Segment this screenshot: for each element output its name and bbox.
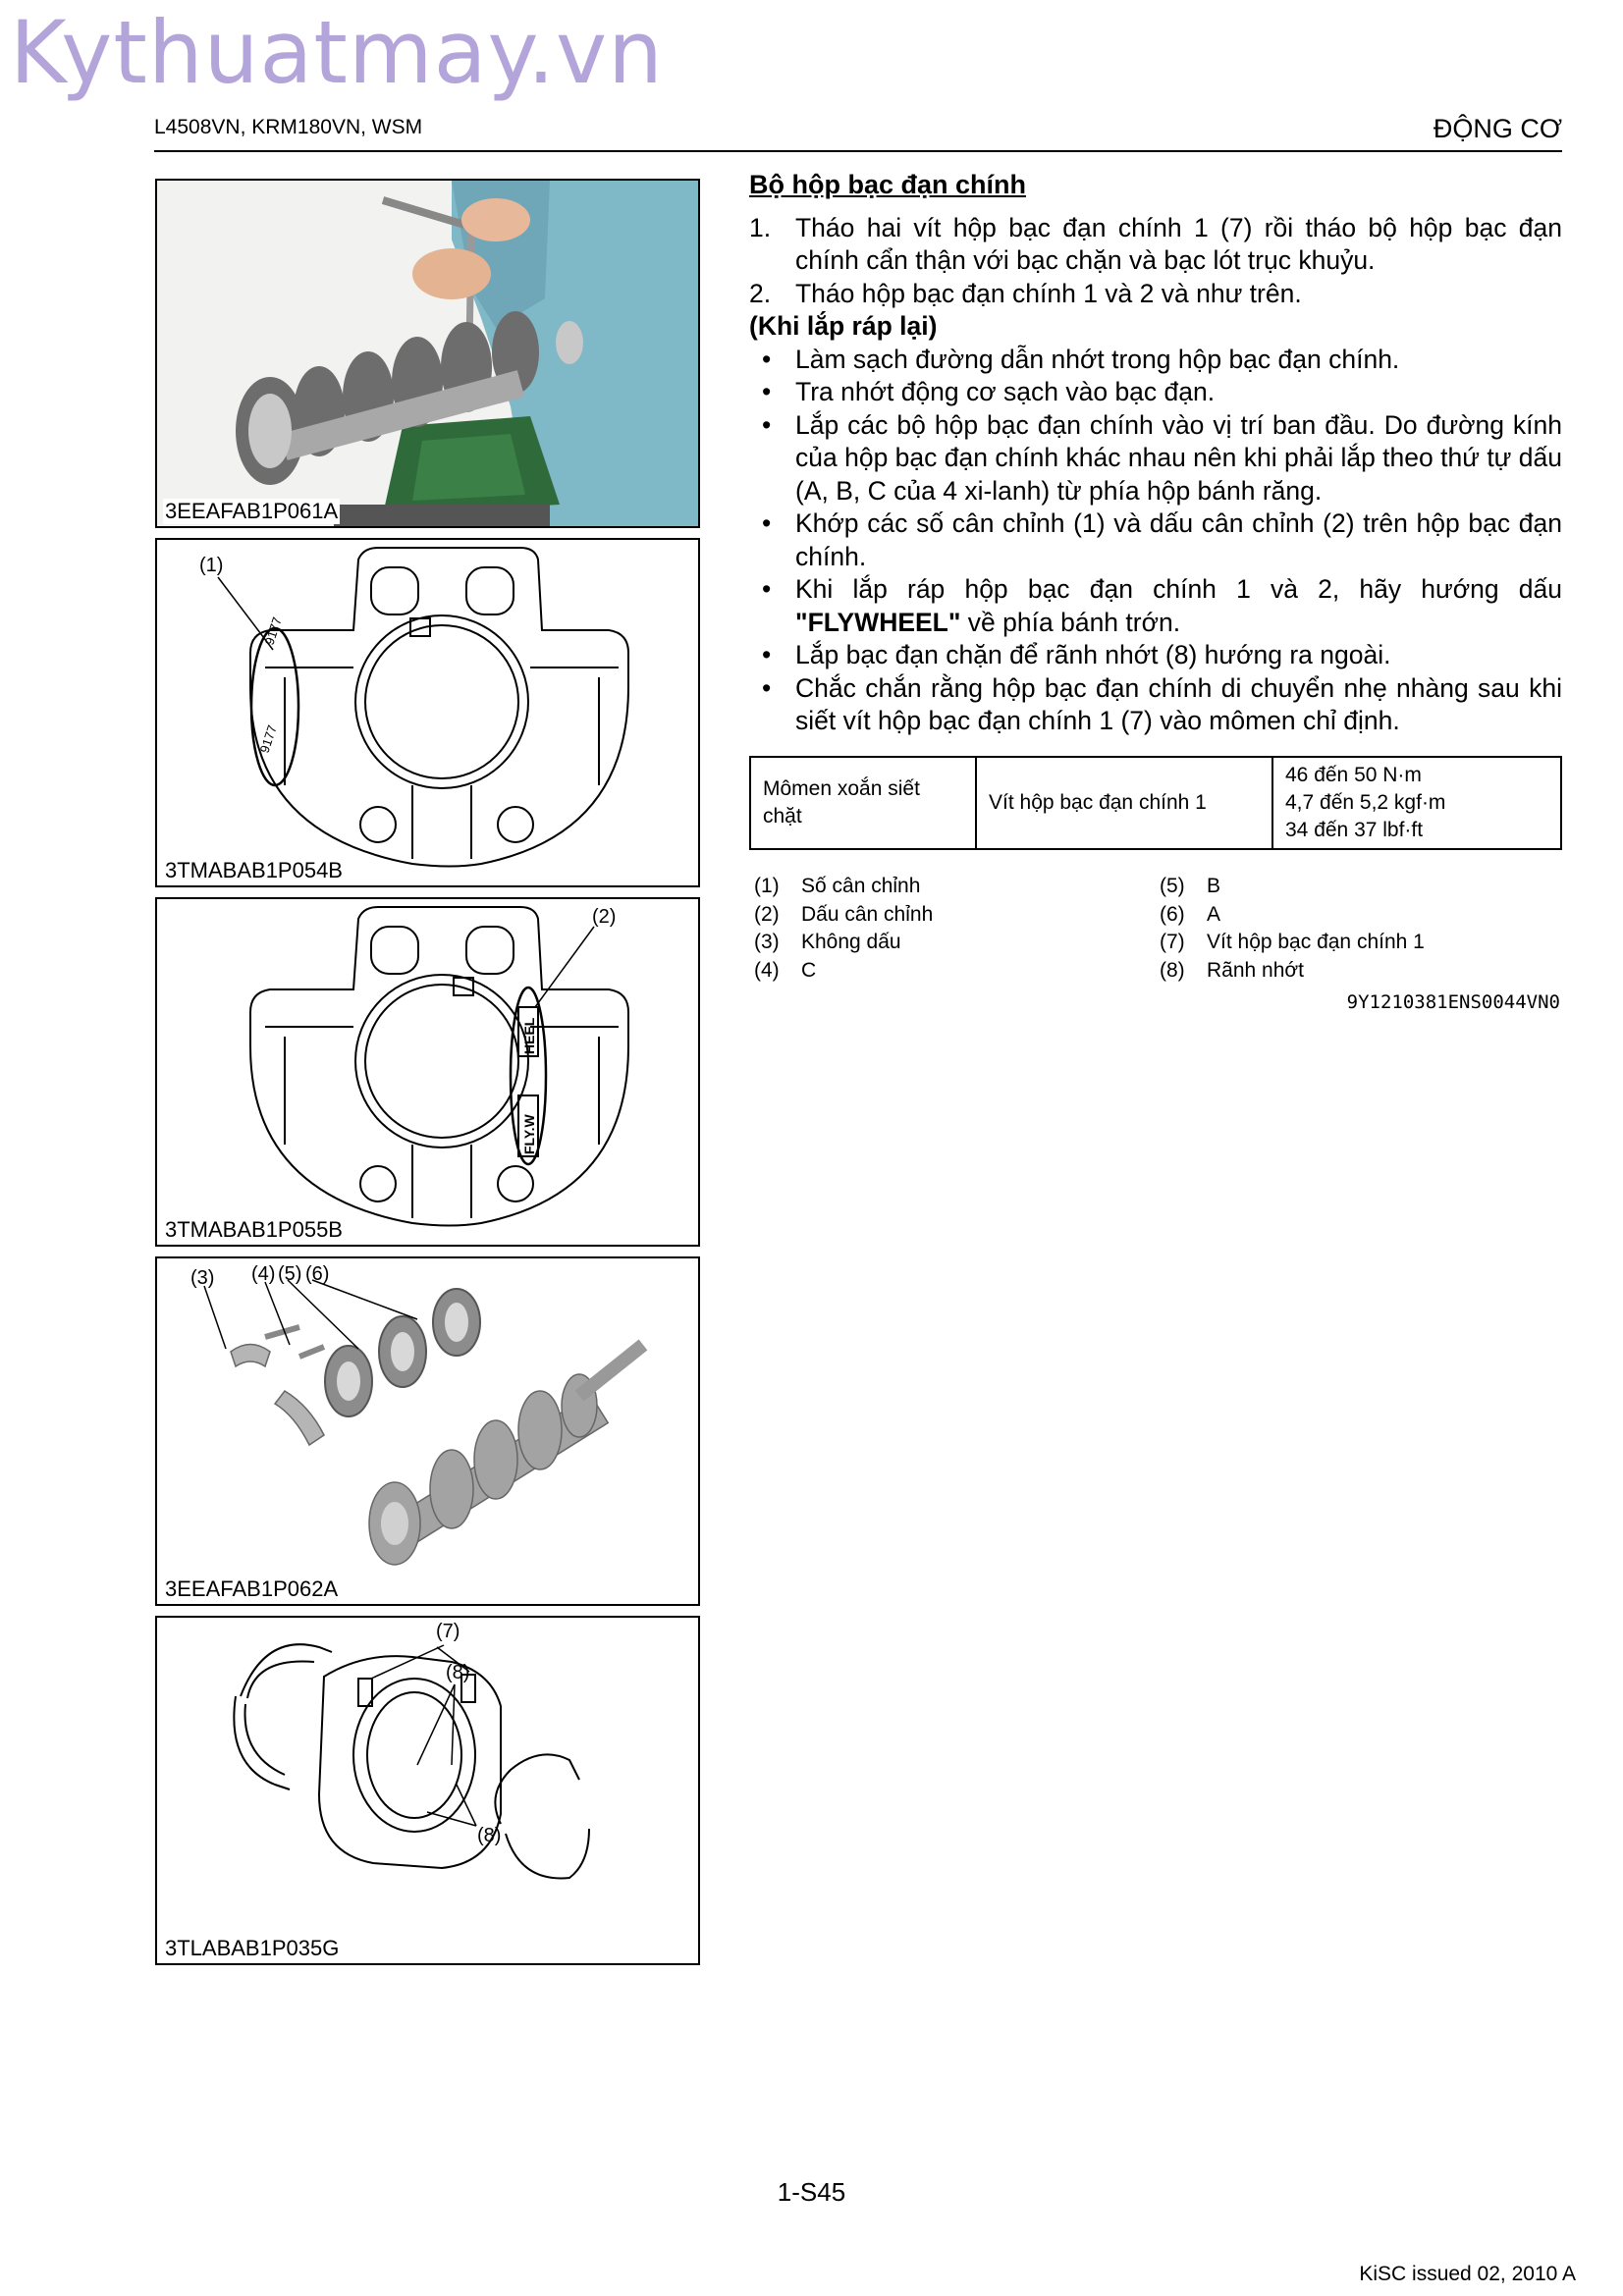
legend-label: A	[1207, 902, 1221, 926]
torque-item-cell	[977, 758, 1273, 848]
watermark: Kythuatmay.vn	[10, 2, 664, 103]
bullet-text: Chắc chắn rằng hộp bạc đạn chính di chuyển nhẹ nhàng sau khi siết vít hộp bạc đạn chính 1 (7) vào mômen chỉ định.	[795, 672, 1562, 735]
legend-number: (2)	[754, 902, 780, 926]
legend-number: (5)	[1160, 875, 1185, 897]
figure-caption: 3TMABAB1P054B	[165, 858, 343, 882]
bullet-text-part: Khi lắp ráp hộp bạc đạn chính 1 và 2, hãy hướng dấu	[795, 574, 1562, 604]
legend-item	[1160, 957, 1425, 986]
crankshaft-vise-illustration	[157, 181, 698, 526]
bullet-text: Lắp các bộ hộp bạc đạn chính vào vị trí ban đầu. Do đường kính của hộp bạc đạn chính khác nhau nên khi phải lắp theo thứ tự dấu (A, B, C của 4 xi-lanh) từ phía hộp bánh răng.	[795, 409, 1562, 506]
legend-label: B	[1207, 875, 1221, 897]
figure-caption: 3EEAFAB1P062A	[165, 1576, 339, 1601]
legend-number: (8)	[1160, 958, 1185, 982]
torque-value-nm: 46 đến 50 N·m	[1285, 764, 1422, 786]
bullet-text-part: về phía bánh trớn.	[960, 607, 1181, 637]
bearing-case-drawing-2	[157, 899, 698, 1245]
legend-item	[754, 957, 933, 986]
figure-thrust-bearing	[155, 1616, 700, 1965]
torque-value-kgfm: 4,7 đến 5,2 kgf·m	[1285, 791, 1446, 814]
procedure-text	[749, 169, 1562, 738]
flywheel-keyword: "FLYWHEEL"	[795, 607, 961, 637]
torque-item: Vít hộp bạc đạn chính 1	[989, 791, 1207, 814]
callout-8-upper: (8)	[446, 1662, 470, 1683]
bullet-text	[795, 573, 1562, 639]
bullet-item	[749, 639, 1562, 672]
figure-crankshaft-removal-photo	[155, 179, 700, 528]
bullet-marker: •	[762, 377, 772, 406]
header-model: L4508VN, KRM180VN, WSM	[154, 116, 423, 138]
bullet-text: Tra nhớt động cơ sạch vào bạc đạn.	[795, 377, 1216, 406]
bullet-text: Lắp bạc đạn chặn để rãnh nhớt (8) hướng ra ngoài.	[795, 640, 1391, 669]
heel-mark: HEEL	[521, 1017, 537, 1054]
header-divider	[154, 150, 1562, 152]
document-code: 9Y1210381ENS0044VN0	[1346, 991, 1560, 1013]
callout-1: (1)	[199, 555, 224, 576]
legend-label: Dấu cân chỉnh	[801, 902, 934, 926]
step-number: 2.	[749, 278, 772, 308]
reassembly-heading: (Khi lắp ráp lại)	[749, 311, 938, 341]
callout-3: (3)	[190, 1267, 215, 1289]
legend-label: C	[801, 958, 817, 982]
torque-value-lbfft: 34 đến 37 lbf·ft	[1285, 819, 1424, 841]
figure-caption: 3TLABAB1P035G	[165, 1936, 340, 1960]
bullet-marker: •	[762, 344, 772, 374]
legend-number: (3)	[754, 931, 780, 953]
legend-item	[754, 929, 933, 957]
step-text: Tháo hai vít hộp bạc đạn chính 1 (7) rồi tháo bộ hộp bạc đạn chính cẩn thận với bạc chặn và bạc lót trục khuỷu.	[795, 212, 1562, 275]
legend-left	[754, 873, 933, 985]
callout-6: (6)	[305, 1263, 330, 1285]
bullet-item	[749, 573, 1562, 639]
legend-label: Vít hộp bạc đạn chính 1	[1207, 931, 1425, 953]
figure-caption: 3TMABAB1P055B	[165, 1217, 343, 1242]
bearing-case-set-illustration	[157, 1258, 698, 1604]
figure-alignment-numbers	[155, 538, 700, 887]
bullet-marker: •	[762, 640, 772, 669]
bullet-marker: •	[762, 672, 772, 703]
alignment-number-upper: 9177	[261, 614, 285, 647]
callout-4: (4)	[251, 1263, 276, 1285]
legend-label: Số cân chỉnh	[801, 875, 921, 897]
torque-label-cell	[751, 758, 977, 848]
legend-item	[1160, 873, 1425, 901]
bullet-item	[749, 409, 1562, 508]
callout-2: (2)	[592, 906, 617, 928]
figure-alignment-mark	[155, 897, 700, 1247]
bullet-item	[749, 672, 1562, 738]
callout-8-lower: (8)	[477, 1825, 502, 1846]
legend-number: (6)	[1160, 902, 1185, 926]
header-section: ĐỘNG CƠ	[1433, 114, 1562, 143]
legend-number: (7)	[1160, 931, 1185, 953]
bullet-marker: •	[762, 508, 772, 538]
bullet-marker: •	[762, 409, 772, 440]
figure-caption: 3EEAFAB1P061A	[165, 499, 339, 523]
step-item	[749, 212, 1562, 278]
step-number: 1.	[749, 212, 772, 242]
bullet-text: Khớp các số cân chỉnh (1) và dấu cân chỉnh (2) trên hộp bạc đạn chính.	[795, 508, 1562, 571]
legend-item	[754, 873, 933, 901]
callout-5: (5)	[278, 1263, 302, 1285]
figure-bearing-case-set	[155, 1256, 700, 1606]
thrust-bearing-drawing	[157, 1618, 698, 1963]
torque-spec-table	[749, 756, 1562, 850]
alignment-number-lower: 9177	[256, 722, 280, 755]
legend-number: (1)	[754, 875, 780, 897]
section-title: Bộ hộp bạc đạn chính	[749, 170, 1026, 199]
torque-values-cell	[1273, 758, 1560, 848]
flywheel-mark: FLY.W	[521, 1114, 537, 1154]
legend-right	[1160, 873, 1425, 985]
torque-label: Mômen xoắn siết chặt	[763, 777, 920, 828]
footer-issue: KiSC issued 02, 2010 A	[1359, 2263, 1576, 2285]
step-item	[749, 278, 1562, 311]
legend-item	[1160, 929, 1425, 957]
legend-item	[754, 901, 933, 930]
bullet-item	[749, 507, 1562, 573]
callout-7: (7)	[436, 1621, 460, 1642]
bullet-item	[749, 376, 1562, 409]
legend-item	[1160, 901, 1425, 930]
bullet-marker: •	[762, 574, 772, 604]
legend-number: (4)	[754, 958, 780, 982]
legend-label: Không dấu	[801, 931, 901, 953]
bullet-item	[749, 344, 1562, 377]
legend-label: Rãnh nhớt	[1207, 958, 1305, 982]
bearing-case-drawing-1	[157, 540, 698, 885]
bullet-text: Làm sạch đường dẫn nhớt trong hộp bạc đạn chính.	[795, 344, 1400, 374]
page-number: 1-S45	[777, 2177, 846, 2207]
step-text: Tháo hộp bạc đạn chính 1 và 2 và như trên.	[795, 278, 1302, 308]
